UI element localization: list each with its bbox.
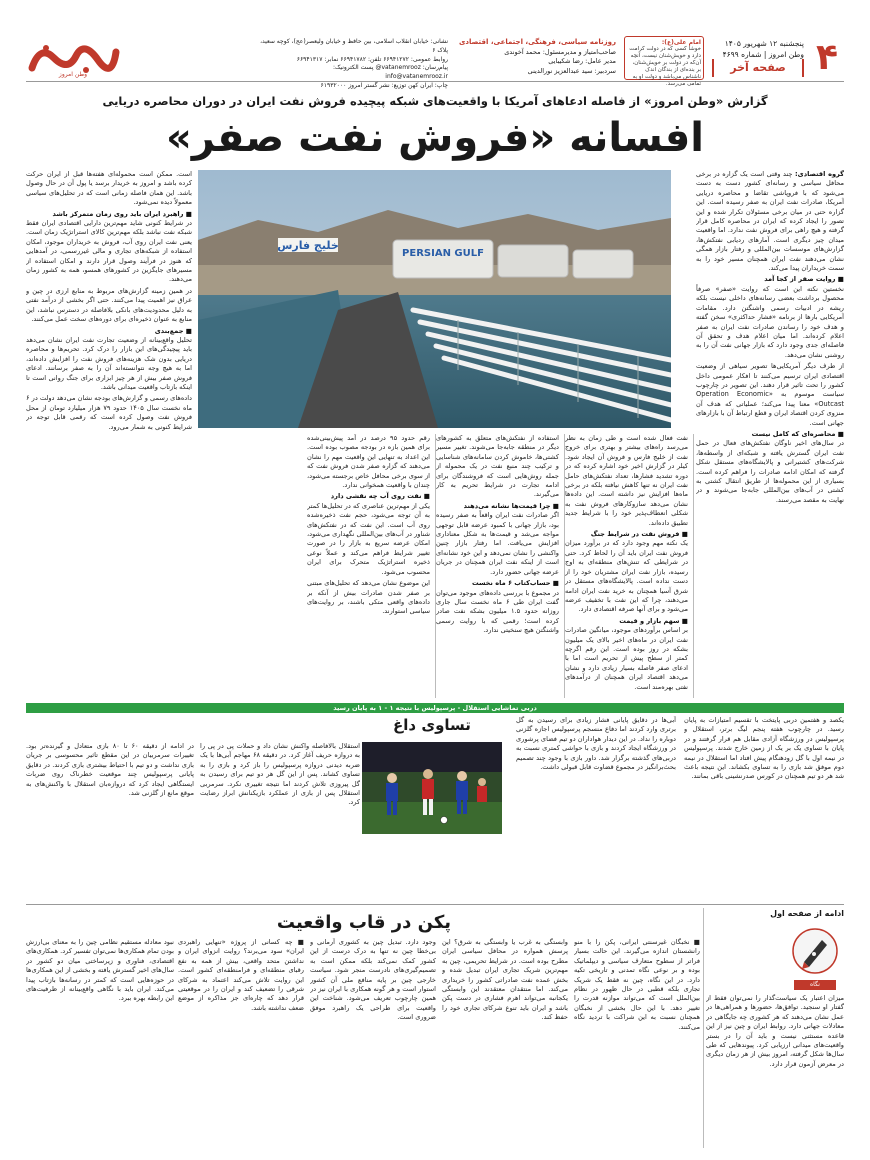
- paragraph: گروه اقتصادی: چند وقتی است یک گزاره در برخی محافل سیاسی و رسانه‌ای کشور دست به دست می‌شود که با فروپاشی تقاضا و محاصره دریایی آمریکا، صادرات نفت ایران به صفر رسیده است. این گزاره حتی در میان برخی مسئولان تکرار شده و این تصور را ایجاد کرده که ایران در محاصره کامل قرار گرفته و هیچ راهی برای فروش نفت ندارد. اما واقعیت میدان چیز دیگری است. آمارهای ردیابی نفتکش‌ها، گزارش‌های موسسات بین‌المللی و رفتار بازار همگی نشان می‌دهند نفت ایران همچنان مسیر خود را به سمت خریداران پیدا می‌کند.: [696, 170, 844, 273]
- column-rule: [703, 908, 704, 1148]
- issue-line: وطن امروز | شماره ۴۶۹۹: [722, 50, 804, 59]
- oil-terminal-image: [198, 170, 671, 428]
- pen-icon: [790, 926, 840, 976]
- column-rule: [564, 434, 565, 698]
- contact-line: پیام‌رسان: vatanemrooz@ پست الکترونیک:: [333, 64, 448, 72]
- editorial-lead: روزنامه سیاسی، فرهنگی، اجتماعی، اقتصادی: [459, 38, 616, 46]
- sports-column-c: استقلال بالافاصله واکنش نشان داد و حملات پی در پی را به دروازه حریف آغاز کرد. در دقیقه ۶۸ مهاجم آبی‌ها با یک ضربه دیدنی دروازه پرسپولیس را باز کرد و بازی را به تساوی کشاند. پس از این گل هر دو تیم برای رسیدن به گل پیروزی تلاش کردند اما نتیجه تغییری نکرد. سرمربی استقلال پس از بازی از عملکرد بازیکنانش ابراز رضایت کرد.: [200, 742, 360, 807]
- story-column-2: [565, 434, 688, 698]
- story-column-3: [436, 434, 559, 698]
- paragraph: داده‌های رسمی و گزارش‌های بودجه نشان می‌دهد دولت در ۶ ماه نخست سال ۱۴۰۵ حدود ۷۹ هزار میلیارد تومان از محل فروش نفت وصول کرده است که رقمی قابل توجه در شرایط کنونی به شمار می‌رود.: [26, 394, 192, 431]
- paragraph: است. ممکن است محموله‌ای هفته‌ها قبل از ایران حرکت کرده باشد و امروز به خریدار برسد یا پول آن در حال وصول باشد. این همان فاصله زمانی است که در تحلیل‌های سیاسی معمولاً دیده نمی‌شود.: [26, 170, 192, 207]
- opinion-badge: نگاه: [794, 980, 836, 990]
- paragraph: ■ چرا قیمت‌ها نشانه می‌دهند اگر صادرات نفت ایران واقعاً به صفر رسیده بود، بازار جهانی با کمبود عرضه قابل توجهی مواجه می‌شد و قیمت‌ها به شکل معناداری افزایش می‌یافت. اما رفتار بازار چنین واکنشی را نشان نمی‌دهد و این خود نشانه‌ای است از اینکه نفت ایران همچنان در جریان عرضه جهانی حضور دارد.: [436, 501, 559, 576]
- paragraph: از طرف دیگر آمریکایی‌ها تصویر سیاهی از وضعیت اقتصادی ایران ترسیم می‌کنند تا افکار عمومی داخل کشور را تحت تاثیر قرار دهند. این تصویر در چارچوب سیاست موسوم به «Operation Economic Outcast» معنا پیدا می‌کند؛ عملیاتی که هدف آن منزوی کردن اقتصاد ایران و قطع ارتباط آن با بازارهای جهانی است.: [696, 362, 844, 427]
- contact-line: روابط عمومی: ۶۶۹۴۱۲۷۲ تلفن: ۶۶۹۴۱۷۸۲ نمابر: ۶۶۹۴۱۳۱۷: [296, 55, 448, 63]
- sports-banner: دربی تماشایی استقلال - پرسپولیس با نتیجه ۱ - ۱ به پایان رسید: [26, 703, 844, 713]
- paragraph: ■ حساب‌کتاب ۶ ماه نخست در مجموع با بررسی داده‌های موجود می‌توان گفت ایران طی ۶ ماه نخست سال جاری روزانه حدود ۱.۵ میلیون بشکه نفت صادر کرده است؛ رقمی که با روایت رسمی واشنگتن هیچ سنخیتی ندارد.: [436, 579, 559, 635]
- continued-label: ادامه از صفحه اول: [770, 909, 844, 918]
- kicker: گزارش «وطن امروز» از فاصله ادعاهای آمریکا با واقعیت‌های شبکه پیچیده فروش نفت ایران در دوران محاصره دریایی: [102, 94, 768, 108]
- paragraph: رقم حدود ۹۵ درصد در آمد پیش‌بینی‌شده برای همین بازه در بودجه مصوب بوده است. این اعداد به تنهایی این واقعیت مهم را نشان می‌دهند که گزاره صفر شدن فروش نفت که از سوی برخی محافل خاص برجسته می‌شود، چندان با واقعیت همخوانی ندارد.: [307, 434, 430, 490]
- sports-column-b: آبی‌ها در دقایق پایانی فشار زیادی برای رسیدن به گل برتری وارد کردند اما دفاع منسجم پرسپولیس اجازه گلزنی دوباره را نداد. در این دیدار هواداران دو تیم فضای پرشوری در ورزشگاه ایجاد کردند و بازی با حواشی کمتری نسبت به دربی‌های گذشته برگزار شد. داور بازی با وجود چند تصمیم بحث‌برانگیز در مجموع قضاوت قابل قبولی داشت.: [516, 716, 676, 772]
- quote-box: [624, 36, 704, 87]
- story-column-1: [696, 170, 844, 698]
- sports-column-a: یکصد و هفتمین دربی پایتخت با تقسیم امتیازات به پایان رسید. در چارچوب هفته پنجم لیگ برتر، استقلال و پرسپولیس در ورزشگاه آزادی مقابل هم قرار گرفتند و در پایان با تساوی یک بر یک از زمین خارج شدند. پرسپولیس در نیمه اول با گل زودهنگام پیش افتاد اما استقلال در نیمه دوم موفق شد بازی را به تساوی بکشاند. این نتیجه باعث شد هر دو تیم همچنان در کورس صدرنشینی باقی بمانند.: [684, 716, 844, 781]
- photo-sign-en: PERSIAN GULF: [402, 248, 484, 259]
- section-divider: [26, 904, 844, 905]
- bottom-column-4: ■ چه کسانی از پروژه «تنهایی راهبردی ایران» سود می‌برند؟ روایت انزوای ایران و نداشتن متحد واقعی، بیش از همه به نفع رقبای منطقه‌ای و فرامنطقه‌ای کشور است. این روایت تلاش می‌کند اعتماد به شرکای شرقی را تضعیف کند و ایران را در موقعیتی قرار دهد که چاره‌ای جز مذاکره از موضع ضعف نداشته باشد.: [178, 938, 304, 1012]
- logo-text: وطن امروز: [58, 71, 88, 78]
- opinion-text: میزان اعتبار یک سیاست‌گذار را نمی‌توان فقط از گفتار او سنجید. توافق‌ها، حضورها و همراهی‌ها در عمل نشان می‌دهند که هر کشوری چه جایگاهی در معادلات جهانی دارد. روابط ایران و چین نیز از این قاعده مستثنی نیست و باید آن را در بستر واقعیت‌های میدانی ارزیابی کرد. پیوندهایی که طی سال‌ها شکل گرفته، امروز بیش از هر زمان دیگری در معرض آزمون قرار دارد.: [706, 994, 844, 1068]
- paragraph: ■ راهبرد ایران باید روی زمان متمرکز باشد در شرایط کنونی شاید مهم‌ترین دارایی اقتصادی ایران فقط شبکه نفت نباشد بلکه مهم‌ترین کالای استراتژیک زمان است. یعنی نفت ایران روی آب، فروش به خریداران موجود، امکان استفاده از شبکه‌های تجاری و مالی غیررسمی، در آمدهایی که هنوز در فرآیند وصول قرار دارند و امکان استفاده از مسیرهای جایگزین در کشورهای همسو، همه به کشور زمان می‌دهند.: [26, 209, 192, 284]
- paragraph: ■ نفت روی آب چه نقشی دارد یکی از مهم‌ترین عناصری که در تحلیل‌ها کمتر به آن توجه می‌شود، حجم نفت ذخیره‌شده روی آب است. این نفت که در نفتکش‌های شناور در آب‌های بین‌المللی نگهداری می‌شود، امکان عرضه سریع به بازار را در صورت تغییر شرایط فراهم می‌کند و عملاً نوعی ذخیره استراتژیک متحرک برای ایران محسوب می‌شود.: [307, 492, 430, 576]
- paragraph: ■ محاصره‌ای که کامل نیست در سال‌های اخیر ناوگان نفتکش‌های فعال در حمل نفت ایران گسترش یافته و شبکه‌ای از واسطه‌ها، شرکت‌های کشتیرانی و پالایشگاه‌های مستقل شکل گرفته که امکان ادامه صادرات را فراهم کرده است. بسیاری از این محموله‌ها از طریق انتقال کشتی به کشتی در آب‌های بین‌المللی جابه‌جا می‌شوند و در نهایت به مقصد می‌رسند.: [696, 429, 844, 504]
- paragraph: استفاده از نفتکش‌های متعلق به کشورهای دیگر در منطقه جابه‌جا می‌شوند. تغییر مسیر کشتی‌ها، خاموش کردن سامانه‌های شناسایی و ترکیب چند منبع نفت در یک محموله از جمله روش‌هایی است که فروشندگان برای ادامه تجارت در شرایط تحریم به کار می‌گیرند.: [436, 434, 559, 499]
- paragraph: ■ روایت صفر از کجا آمد نخستین نکته این است که روایت «صفر» صرفاً محصول برداشت بعضی رسانه‌های داخلی نیست بلکه ریشه در ادبیات رسمی واشنگتن دارد. مقامات آمریکایی بارها از برنامه «فشار حداکثری» سخن گفته و هدف خود را رساندن صادرات نفت ایران به صفر اعلام کرده‌اند. اما میان اعلام هدف و تحقق آن فاصله‌ای جدی وجود دارد که بازار جهانی نفت آن را به روشنی نشان می‌دهد.: [696, 275, 844, 359]
- column-rule: [435, 434, 436, 698]
- contact-line: نشانی: خیابان انقلاب اسلامی، بین حافظ و خیابان ولیعصر(عج)، کوچه سعید، پلاک ۶: [260, 38, 448, 54]
- newspaper-logo[interactable]: [26, 38, 120, 78]
- page-number: ۴: [816, 37, 838, 78]
- bottom-column-3: وجود دارد. تبدیل چین به کشوری آرمانی و بی‌خطا چین نه تنها به درک درست از این کشور کمک نمی‌کند بلکه ممکن است به تصمیم‌گیری‌های نادرست منجر شود. سیاست خارجی چین بر پایه منافع ملی آن کشور استوار است و هر گونه همکاری با ایران نیز در همین چارچوب تعریف می‌شود. شناخت این واقعیت برای طراحی یک راهبرد موفق ضروری است.: [310, 938, 436, 1022]
- editorial-line: صاحب‌امتیاز و مدیرمسئول: محمد آخوندی: [504, 47, 616, 56]
- football-match-image: [362, 742, 502, 834]
- sports-headline[interactable]: تساوی داغ: [393, 716, 471, 734]
- contact-line: info@vatanemrooz.ir: [385, 73, 448, 81]
- editorial-board: [456, 38, 616, 76]
- paragraph: در همین زمینه گزارش‌های مربوط به منابع ارزی در چین و عراق نیز اهمیت پیدا می‌کنند. حتی اگر بخشی از درآمد نفتی به دلیل محدودیت‌های بانکی بلافاصله در دسترس نباشد، این منابع به عنوان ذخیره‌ای برای دوره‌های سخت عمل می‌کنند.: [26, 286, 192, 324]
- bottom-headline[interactable]: پکن در قاب واقعیت: [276, 912, 452, 933]
- story-column-4: [307, 434, 430, 698]
- masthead: [26, 36, 844, 89]
- contact-line: چاپ: ایران کهن توزیع: نشر گستر امروز ۶۱۹۳۲۰۰۰: [320, 81, 448, 89]
- paragraph: نفت فعال شده است و طی زمان به نظر می‌رسد راه‌های بیشتر و بهتری برای خروج نفت از خلیج فارس و فروش آن ایجاد شود. کیلر در گزارش اخیر خود اشاره کرده که در دوره تشدید فشارها، تعداد نفتکش‌های حامل نفت ایران نه تنها کاهش نیافته بلکه در برخی ماه‌ها افزایش نیز داشته است. این داده‌ها نشان می‌دهد سازوکارهای فروش نفت به شکلی انعطاف‌پذیر خود را با شرایط جدید تطبیق داده‌اند.: [565, 434, 688, 527]
- quote-title: امام علی(ع):: [661, 39, 701, 46]
- editorial-line: مدیر عامل: رضا شکیبایی: [548, 57, 616, 65]
- story-column-5: [26, 170, 192, 698]
- paragraph: ■ سهم بازار و قیمت بر اساس برآوردهای موجود، میانگین صادرات نفت ایران در ماه‌های اخیر بالای یک میلیون بشکه در روز بوده است. این رقم اگرچه کمتر از سطح پیش از تحریم است اما با ادعای صفر فاصله بسیار زیادی دارد و نشان می‌دهد اقتصاد ایران همچنان از درآمدهای نفتی بهره‌مند است.: [565, 616, 688, 691]
- paragraph: این موضوع نشان می‌دهد که تحلیل‌های مبتنی بر صفر شدن صادرات بیش از آنکه بر داده‌های واقعی متکی باشند، بر روایت‌های سیاسی استوارند.: [307, 579, 430, 616]
- paragraph: ■ جمع‌بندی تحلیل واقع‌بینانه از وضعیت تجارت نفت ایران نشان می‌دهد باید پیچیدگی‌های این بازار را درک کرد. تحریم‌ها و محاصره دریایی بدون شک هزینه‌های فروش نفت را افزایش داده‌اند، اما به هیچ وجه نتوانسته‌اند آن را به صفر برسانند. ادعای فروش صفر بیش از هر چیز ابزاری برای جنگ روانی است تا اینکه بازتاب واقعیت میدانی باشد.: [26, 326, 192, 391]
- hero-photo[interactable]: [198, 170, 671, 428]
- column-rule: [693, 434, 694, 698]
- date-line: پنجشنبه ۱۲ شهریور ۱۴۰۵: [724, 39, 804, 48]
- main-headline[interactable]: افسانه «فروش نفت صفر»: [166, 115, 704, 161]
- editorial-line: سردبیر: سید عبدالعزیز نورالدینی: [527, 66, 616, 75]
- contact-info: [258, 38, 448, 91]
- derby-photo[interactable]: [362, 742, 502, 834]
- logo-mark: [26, 38, 120, 78]
- pen-illustration: [790, 926, 840, 976]
- section-label: صفحه آخر: [712, 59, 804, 77]
- sports-column-d: در ادامه از دقیقه ۶۰ تا ۸۰ بازی متعادل و گیرنده‌تر بود. تغییرات سرمربیان در این مقطع تاثیر محسوسی بر جریان بازی نداشت و دو تیم با احتیاط بیشتری بازی کردند. در دقایق پایانی پرسپولیس چند موقعیت خطرناک روی ضربات ایستگاهی ایجاد کرد که دروازه‌بان استقلال با واکنش‌های به موقع مانع از گلزنی شد.: [26, 742, 194, 798]
- photo-sign-fa: خلیج فارس: [277, 239, 339, 252]
- bottom-column-1: ■ نخبگان غیرسنتی ایرانی، پکن را با منو رانشستان اندازه می‌گیرند. این حالت بسیار فراتر از سطوح متعارف سیاسی و دیپلماتیک بوده و بر نوعی نگاه تمدنی و تاریخی تکیه دارد. در این نگاه، چین نه فقط یک شریک تجاری بلکه قطبی در حال ظهور در نظام بین‌الملل است که می‌تواند موازنه قدرت را تغییر دهد. با این حال بخشی از نخبگان همچنان نسبت به این شراکت با تردید نگاه می‌کنند.: [574, 938, 700, 1031]
- opinion-box: [706, 908, 844, 1140]
- date-block: [712, 38, 804, 60]
- bottom-column-2: وابستگی به غرب یا وابستگی به شرق؟ این پرسش همواره در محافل سیاسی ایران مطرح بوده است. در شرایط تحریمی، چین به مهم‌ترین شریک تجاری ایران تبدیل شده و بخش عمده نفت صادراتی کشور را خریداری می‌کند. اما منتقدان معتقدند این وابستگی یکجانبه می‌تواند اهرم فشاری در دست پکن باشد و ایران باید تنوع شرکای تجاری خود را حفظ کند.: [442, 938, 568, 1022]
- paragraph: ■ فروش نفت در شرایط جنگ یک نکته مهم وجود دارد که در برآورد میزان فروش نفت ایران باید آن را لحاظ کرد. حتی در شرایطی که تنش‌های منطقه‌ای به اوج رسیده، بازار نفت ایران مشتریان خود را از دست نداده است. پالایشگاه‌های مستقل در شرق آسیا همچنان به خرید نفت ایران ادامه می‌دهند، چرا که این نفت با تخفیف عرضه می‌شود و برای آنها صرفه اقتصادی دارد.: [565, 530, 688, 614]
- bottom-column-5: نبود معادله مستقیم نظامی چین را به معنای بی‌ارزش بودن تمام همکاری‌ها نمی‌توان تفسیر کرد. همکاری‌های اقتصادی، فناوری و زیرساختی میان دو کشور در سال‌های اخیر گسترش یافته و بخشی از این همکاری‌ها در حوزه‌هایی است که کمتر در رسانه‌ها بازتاب پیدا می‌کند. ایران باید با نگاهی واقع‌بینانه از ظرفیت‌های این رابطه بهره ببرد.: [26, 938, 174, 1003]
- opinion-text-top: [706, 922, 784, 992]
- quote-text: خوشا کسی که در دولت کرامت دارد و خویش‌شنان نیست، آنچه آن‌که در دولت بر خویش‌شنان، بر بنده‌ای از بندگان اندک ناشناس می‌باشد و دولت او به تمامی می‌رسد.: [629, 46, 701, 87]
